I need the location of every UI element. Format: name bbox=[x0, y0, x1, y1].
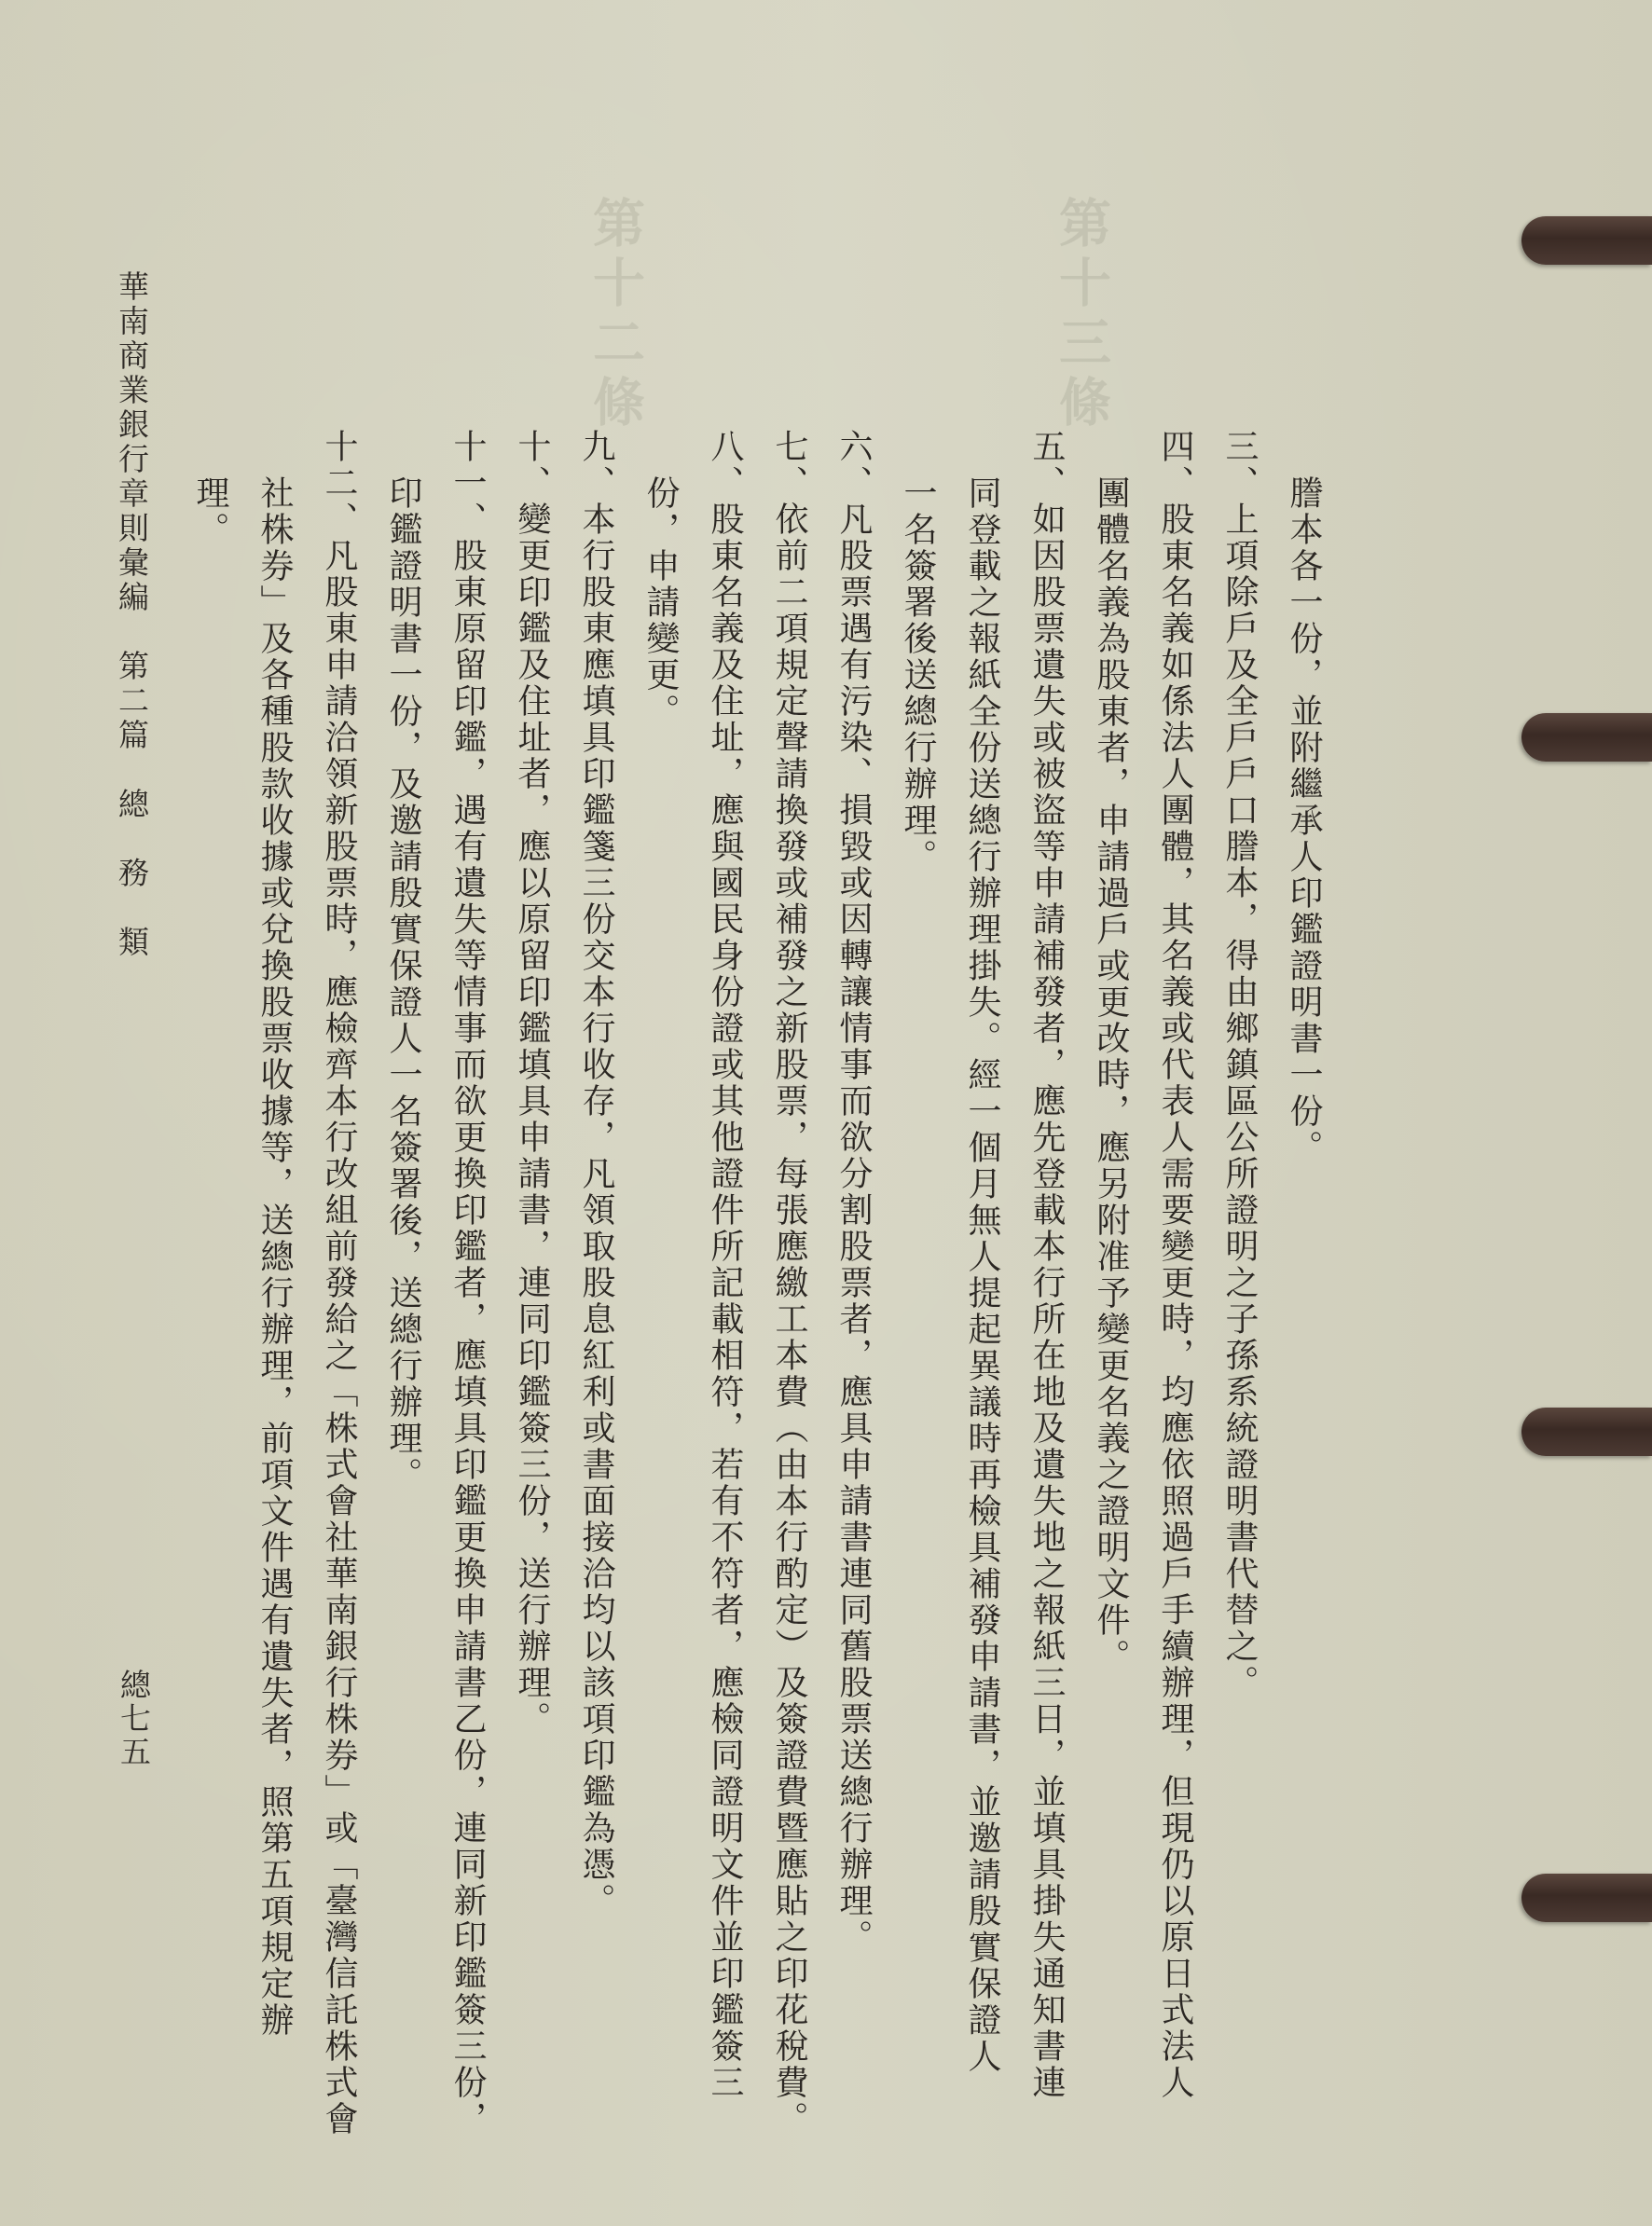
text-column: 九、本行股東應填具印鑑箋三份交本行收存，凡領取股息紅利或書面接洽均以該項印鑑為憑。 bbox=[577, 429, 615, 1919]
text-column: 七、依前二項規定聲請換發或補發之新股票，每張應繳工本費（由本行酌定）及簽證費暨應貼之印花稅費。 bbox=[770, 429, 808, 2137]
text-column: 四、股東名義如係法人團體，其名義或代表人需要變更時，均應依照過戶手續辦理，但現仍以原日式法人 bbox=[1156, 429, 1194, 2101]
page-number: 總七五 bbox=[116, 1669, 152, 1769]
binding-string bbox=[1521, 713, 1652, 762]
text-column: 團體名義為股東者，申請過戶或更改時，應另附准予變更名義之證明文件。 bbox=[1092, 475, 1130, 1675]
binding-string bbox=[1521, 1874, 1652, 1922]
text-column: 份，申請變更。 bbox=[641, 475, 680, 730]
text-column: 十一、股東原留印鑑，遇有遺失等情事而欲更換印鑑者，應填具印鑑更換申請書乙份，連同新印鑑簽三份， bbox=[448, 429, 487, 2137]
text-column: 謄本各一份，並附繼承人印鑑證明書一份。 bbox=[1285, 475, 1323, 1166]
text-column: 三、上項除戶及全戶戶口謄本，得由鄉鎮區公所證明之子孫系統證明書代替之。 bbox=[1220, 429, 1259, 1701]
text-column: 十二、凡股東申請洽領新股票時，應檢齊本行改組前發給之「株式會社華南銀行株券」或「臺灣信託株式會 bbox=[320, 429, 358, 2137]
running-title: 華南商業銀行章則彙編 第二篇 總 務 類 bbox=[114, 270, 150, 960]
text-column: 同登載之報紙全份送總行辦理掛失。經一個月無人提起異議時再檢具補發申請書，並邀請殷實保證人 bbox=[963, 475, 1001, 2075]
text-column: 六、凡股票遇有污染、損毀或因轉讓情事而欲分割股票者，應具申請書連同舊股票送總行辦理。 bbox=[834, 429, 873, 1956]
text-column: 印鑑證明書一份，及邀請殷實保證人一名簽署後，送總行辦理。 bbox=[384, 475, 422, 1493]
bleed-through-text: 第十三條 bbox=[1051, 196, 1112, 434]
binding-string bbox=[1521, 216, 1652, 265]
text-column: 五、如因股票遺失或被盜等申請補發者，應先登載本行所在地及遺失地之報紙三日，並填具掛失通知書連 bbox=[1027, 429, 1066, 2101]
text-column: 理。 bbox=[191, 475, 229, 548]
bleed-through-text: 第十二條 bbox=[585, 196, 646, 434]
text-column: 八、股東名義及住址，應與國民身份證或其他證件所記載相符，若有不符者，應檢同證明文件並印鑑簽三 bbox=[706, 429, 744, 2101]
text-column: 十、變更印鑑及住址者，應以原留印鑑填具申請書，連同印鑑簽三份，送行辦理。 bbox=[513, 429, 551, 1738]
text-column: 社株券」及各種股款收據或兌換股票收據等，送總行辦理，前項文件遇有遺失者，照第五項規定辦 bbox=[255, 475, 294, 2039]
body-text bbox=[188, 429, 1326, 2137]
text-column: 一名簽署後送總行辦理。 bbox=[899, 475, 937, 875]
binding-string bbox=[1521, 1408, 1652, 1456]
